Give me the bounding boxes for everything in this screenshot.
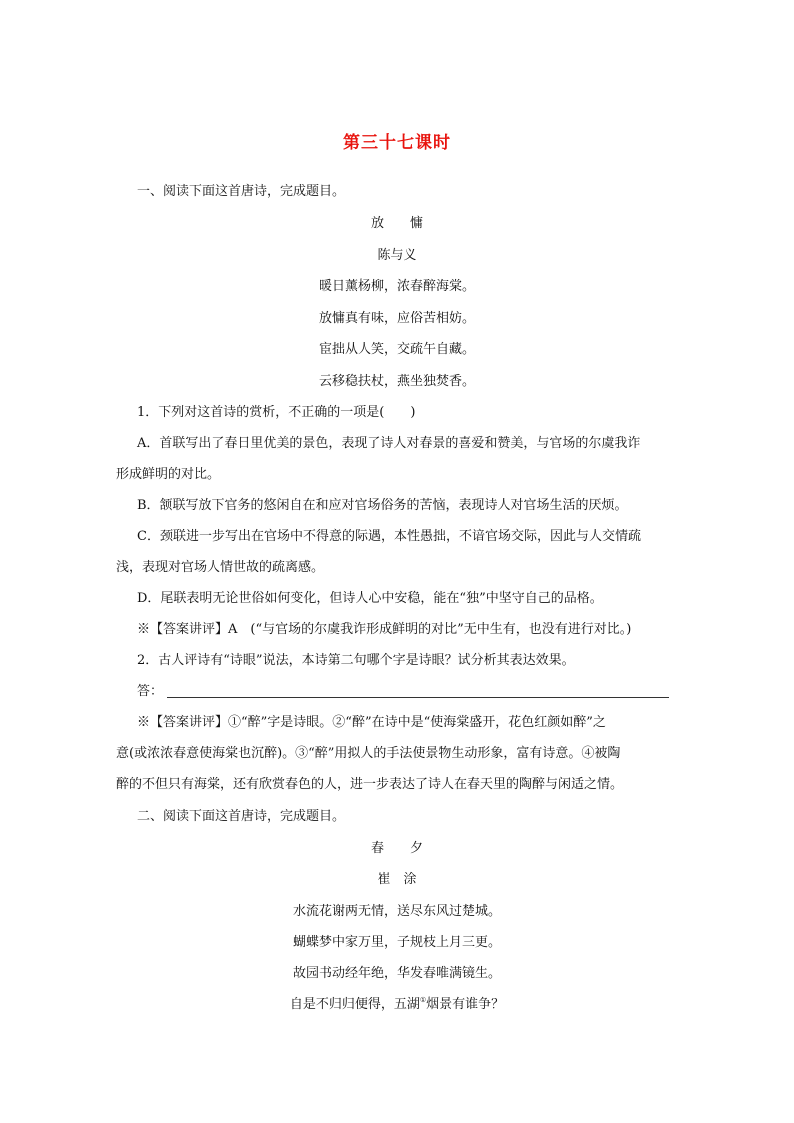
poem-1-author: 陈与义 [377,248,417,263]
poem-2-title: 春 夕 [370,841,423,856]
poem-1-line-4: 云移稳扶杖，燕坐独焚香。 [318,374,475,389]
question-2-stem: 2．古人评诗有“诗眼”说法，本诗第二句哪个字是诗眼？试分析其表达效果。 [137,653,575,668]
poem-2-line-4 [0,996,794,1014]
section-1-heading: 一、阅读下面这首唐诗，完成题目。 [137,184,346,199]
question-1-stem: 1．下列对这首诗的赏析，不正确的一项是( ) [137,405,416,420]
poem-1-line-1: 暖日薰杨柳，浓春醉海棠。 [318,279,475,294]
footnote-marker: ① [419,996,427,1004]
option-d: D．尾联表明无论世俗如何变化，但诗人心中安稳，能在“独”中坚守自己的品格。 [137,591,603,606]
option-a: A．首联写出了春日里优美的景色，表现了诗人对春景的喜爱和赞美，与官场的尔虞我诈 [137,436,641,451]
poem-2-author: 崔 涂 [377,872,417,887]
poem-2-line-4-part-1: 自是不归归便得，五湖 [289,997,420,1012]
poem-2-line-4-part-2: 烟景有谁争？ [426,997,505,1012]
poem-1-line-3: 宦拙从人笑，交疏午自藏。 [318,342,475,357]
option-a-continued: 形成鲜明的对比。 [116,467,221,482]
question-1-answer: ※【答案讲评】A (“与官场的尔虞我诈形成鲜明的对比”无中生有，也没有进行对比。) [137,622,632,637]
section-2-heading: 二、阅读下面这首唐诗，完成题目。 [137,809,346,824]
poem-1-title: 放 慵 [370,216,423,231]
question-2-answer-1: ※【答案讲评】①“醉”字是诗眼。②“醉”在诗中是“使海棠盛开，花色红颜如醉”之 [137,715,606,730]
option-c: C．颈联进一步写出在官场中不得意的际遇，本性愚拙，不谙官场交际，因此与人交情疏 [137,529,641,544]
question-2-answer-3: 醉的不但只有海棠，还有欣赏春色的人，进一步表达了诗人在春天里的陶醉与闲适之情。 [116,777,624,792]
question-2-answer-2: 意(或浓浓春意使海棠也沉醉)。③“醉”用拟人的手法使景物生动形象，富有诗意。④被陶 [116,746,621,761]
option-b: B．颔联写放下官务的悠闲自在和应对官场俗务的苦恼，表现诗人对官场生活的厌烦。 [137,498,628,513]
page-title: 第三十七课时 [343,133,451,153]
poem-2-line-2: 蝴蝶梦中家万里，子规枝上月三更。 [292,935,501,950]
poem-2-line-1: 水流花谢两无情，送尽东风过楚城。 [292,904,501,919]
answer-blank[interactable] [167,683,669,698]
poem-2-line-3: 故园书动经年绝，华发春唯满镜生。 [292,966,501,981]
option-c-continued: 浅，表现对官场人情世故的疏离感。 [116,560,325,575]
answer-label: 答： [137,684,164,699]
answer-line [0,683,794,701]
poem-1-line-2: 放慵真有味，应俗苦相妨。 [318,311,475,326]
